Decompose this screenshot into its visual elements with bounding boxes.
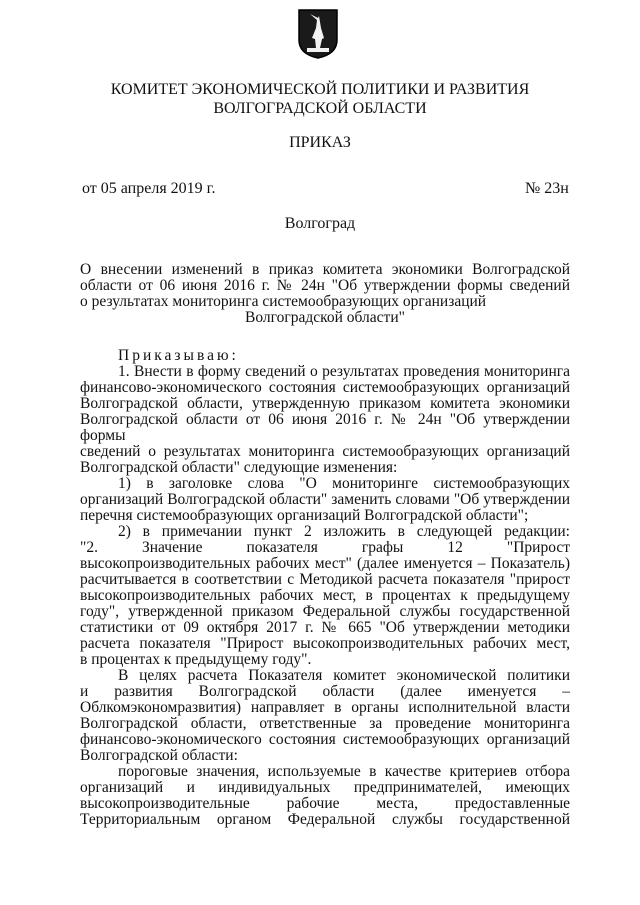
body-line: и развития Волгоградской области (далее именуется – [80, 683, 570, 700]
body-line: Территориальным органом Федеральной службы государственной [80, 811, 570, 828]
body-line: высокопроизводительных рабочих мест, в процентах к предыдущему [80, 587, 570, 604]
body-line: организаций и индивидуальных предпринимателей, имеющих [80, 779, 570, 796]
body-line: Волгоградской области от 06 июня 2016 г. № 24н "Об утверждении формы [80, 411, 570, 444]
body-line: высокопроизводительных рабочих мест" (далее именуется – Показатель) [80, 555, 570, 572]
body-line: сведений о результатах мониторинга системообразующих организаций [80, 443, 570, 460]
subject-line: о результатах мониторинга системообразующих организаций [80, 293, 487, 310]
body-line: Волгоградской области: [80, 747, 238, 764]
body-line: "2. Значение показателя графы 12 "Прирост [80, 539, 570, 556]
body-line: Облкомэкономразвития) направляет в органы исполнительной власти [80, 699, 570, 716]
body-line: году", утвержденной приказом Федеральной службы государственной [80, 603, 570, 620]
document-subject [80, 262, 570, 326]
subject-line: области от 06 июня 2016 г. № 24н "Об утверждении формы сведений [80, 277, 570, 294]
body-line: Волгоградской области" следующие изменения: [80, 459, 398, 476]
body-line: статистики от 09 октября 2017 г. № 665 "Об утверждении методики [80, 619, 570, 636]
body-line: финансово-экономического состояния системообразующих организаций [80, 731, 570, 748]
body-line: расчета показателя "Прирост высокопроизводительных рабочих мест, [80, 635, 570, 652]
body-line: В целях расчета Показателя комитет экономической политики [118, 667, 570, 684]
subject-line: О внесении изменений в приказ комитета экономики Волгоградской [80, 261, 570, 278]
body-line: 1) в заголовке слова "О мониторинге системообразующих [118, 475, 570, 492]
body-line: расчитывается в соответствии с Методикой расчета показателя "прирост [80, 571, 570, 588]
document-type: ПРИКАЗ [289, 134, 351, 151]
subject-line: Волгоградской области" [245, 309, 405, 326]
body-line: высокопроизводительные рабочие места, предоставленные [80, 795, 570, 812]
body-line: организаций Волгоградской области" заменить словами "Об утверждении [80, 491, 570, 508]
body-line: Волгоградской области, ответственные за проведение мониторинга [80, 715, 570, 732]
body-line: в процентах к предыдущему году". [80, 651, 312, 668]
volgograd-coat-of-arms-icon [297, 8, 339, 60]
body-line: финансово-экономического состояния системообразующих организаций [80, 379, 570, 396]
organization-name [60, 80, 580, 118]
document-date: от 05 апреля 2019 г. [82, 180, 216, 197]
body-line: пороговые значения, используемые в качестве критериев отбора [118, 763, 570, 780]
document-body [80, 348, 570, 828]
body-line: 2) в примечании пункт 2 изложить в следующей редакции: [118, 523, 570, 540]
body-line: Волгоградской области, утвержденную приказом комитета экономики [80, 395, 570, 412]
body-line: 1. Внести в форму сведений о результатах проведения мониторинга [118, 363, 570, 380]
document-number: № 23н [525, 180, 569, 197]
org-line-1: КОМИТЕТ ЭКОНОМИЧЕСКОЙ ПОЛИТИКИ И РАЗВИТИЯ [110, 81, 530, 98]
document-city: Волгоград [284, 215, 356, 232]
body-line: перечня системообразующих организаций Волгоградской области"; [80, 507, 529, 524]
body-line: Приказываю: [118, 347, 239, 364]
org-line-2: ВОЛГОГРАДСКОЙ ОБЛАСТИ [213, 100, 427, 117]
